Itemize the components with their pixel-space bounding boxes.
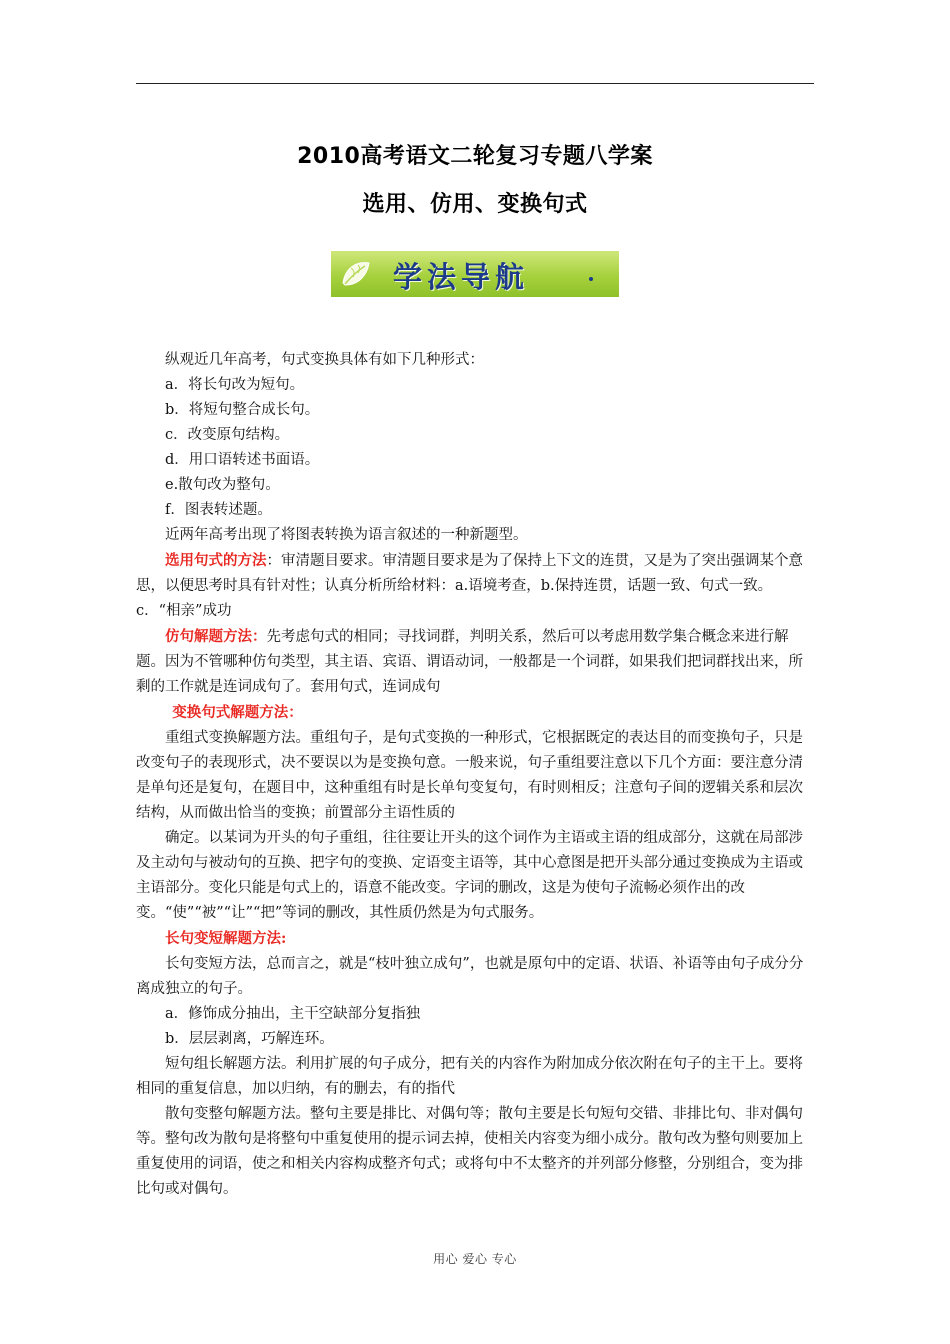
form-item: a．将长句改为短句。 [165, 377, 305, 393]
long-to-short-heading: 长句变短解题方法: [165, 930, 287, 947]
short-to-long-text: 短句组长解题方法。利用扩展的句子成分，把有关的内容作为附加成分依次附在句子的主干上。要将相同的重复信息，加以归纳，有的删去，有的指代 [136, 1056, 803, 1097]
long-to-short-paragraph [136, 926, 816, 952]
long-to-short-text: 长句变短方法，总而言之，就是“枝叶独立成句”，也就是原句中的定语、状语、补语等由句子成分分离成独立的句子。 [136, 956, 804, 997]
form-item: c．改变原句结构。 [165, 427, 290, 443]
transform-method-paragraph [136, 700, 816, 726]
leaf-icon [339, 257, 373, 291]
form-item: b．将短句整合成长句。 [165, 402, 320, 418]
banner-dot [589, 277, 593, 281]
study-guide-banner [331, 251, 619, 297]
imitate-method-paragraph [136, 624, 816, 700]
transform-method-heading: 变换句式解题方法： [172, 704, 303, 721]
loose-to-neat-text: 散句变整句解题方法。整句主要是排比、对偶句等；散句主要是长句短句交错、非排比句、非对偶句等。整句改为散句是将整句中重复使用的提示词去掉，使相关内容变为细小成分。散句改为整句则要加上重复使用的词语，使之和相关内容构成整齐句式；或将句中不太整齐的并列部分修整，分别组合，变为排比句或对偶句。 [136, 1106, 803, 1197]
imitate-method-text: 先考虑句式的相同；寻找词群，判明关系，然后可以考虑用数学集合概念来进行解题。因为不管哪种仿句类型，其主语、宾语、谓语动词，一般都是一个词群，如果我们把词群找出来，所剩的工作就是连词成句了。套用句式，连词成句 [136, 629, 803, 695]
select-method-text: ：审清题目要求。审清题目要求是为了保持上下文的连贯，又是为了突出强调某个意思，以便思考时具有针对性；认真分析所给材料：a.语境考查，b.保持连贯，话题一致、句式一致。c．“相亲”成功 [136, 553, 803, 619]
imitate-method-heading: 仿句解题方法： [165, 628, 267, 645]
long-to-short-item: a．修饰成分抽出，主干空缺部分复指独 [165, 1006, 421, 1022]
long-to-short-item: b．层层剥离，巧解连环。 [165, 1031, 334, 1047]
document-body [136, 348, 816, 1202]
note-text: 近两年高考出现了将图表转换为语言叙述的一种新题型。 [165, 527, 528, 543]
transform-para-1: 重组式变换解题方法。重组句子，是句式变换的一种形式，它根据既定的表达目的而变换句子，只是改变句子的表现形式，决不要误以为是变换句意。一般来说，句子重组要注意以下几个方面：要注意分清是单句还是复句，在题目中，这种重组有时是长单句变复句，有时则相反；注意句子间的逻辑关系和层次结构，从而做出恰当的变换；前置部分主语性质的 [136, 730, 803, 821]
select-method-heading: 选用句式的方法 [165, 552, 267, 569]
document-subtitle: 选用、仿用、变换句式 [362, 192, 588, 217]
form-item: e.散句改为整句。 [165, 477, 280, 493]
form-item: d．用口语转述书面语。 [165, 452, 320, 468]
intro-text: 纵观近几年高考，句式变换具体有如下几种形式： [165, 352, 484, 368]
page-footer: 用心 爱心 专心 [433, 1252, 517, 1266]
document-title: 2010高考语文二轮复习专题八学案 [297, 144, 653, 169]
select-method-paragraph [136, 548, 816, 624]
form-item: f．图表转述题。 [165, 502, 272, 518]
header-rule [136, 83, 814, 84]
banner-text: 学法导航 [393, 260, 530, 294]
transform-para-2: 确定。以某词为开头的句子重组，往往要让开头的这个词作为主语或主语的组成部分，这就在局部涉及主动句与被动句的互换、把字句的变换、定语变主语等，其中心意图是把开头部分通过变换成为主语或主语部分。变化只能是句式上的，语意不能改变。字词的删改，这是为使句子流畅必须作出的改变。“使”“被”“让”“把”等词的删改，其性质仍然是为句式服务。 [136, 830, 803, 921]
